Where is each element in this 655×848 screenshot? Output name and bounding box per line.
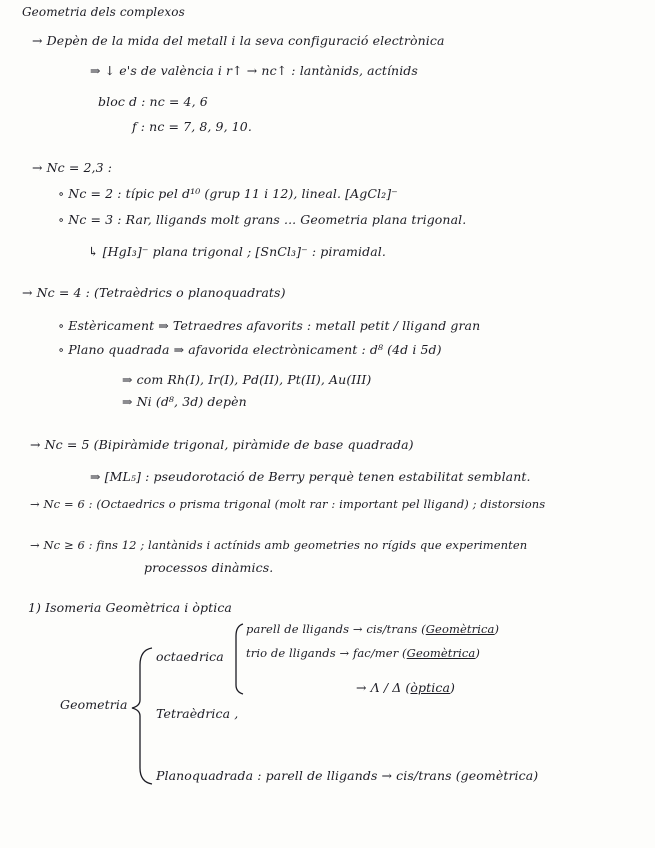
octahedral-label: octaedrica	[156, 649, 224, 664]
nc4-plano: ∘ Plano quadrada ⇒ afavorida electrònicament : d⁸ (4d i 5d)	[58, 342, 442, 357]
nc7-continuation: processos dinàmics.	[144, 560, 274, 575]
octahedral-cis-trans: parell de lligands → cis/trans (Geomètrica)	[246, 622, 500, 636]
nc3-line: ∘ Nc = 3 : Rar, lligands molt grans ... Geometria plana trigonal.	[58, 212, 467, 227]
nc5-berry: ⇒ [ML₅] : pseudorotació de Berry perquè tenen estabilitat semblant.	[90, 469, 531, 484]
octahedral-optical-type: òptica	[410, 680, 451, 695]
octahedral-optical: → Λ / Δ (òptica)	[356, 680, 456, 695]
nc4-steric: ∘ Estèricament ⇒ Tetraedres afavorits : metall petit / lligand gran	[58, 318, 481, 333]
octahedral-fac-mer-text: trio de lligands → fac/mer (	[246, 646, 407, 660]
nc4-heading: → Nc = 4 : (Tetraèdrics o planoquadrats)	[22, 285, 286, 300]
nc7-heading: → Nc ≥ 6 : fins 12 ; lantànids i actínids amb geometries no rígids que experimenten	[30, 538, 528, 552]
note-title: Geometria dels complexos	[22, 5, 185, 19]
nc3-examples: ↳ [HgI₃]⁻ plana trigonal ; [SnCl₃]⁻ : piramidal.	[88, 244, 386, 259]
octahedral-cis-trans-type: Geomètrica	[425, 622, 495, 636]
nc5-heading: → Nc = 5 (Bipiràmide trigonal, piràmide de base quadrada)	[30, 437, 414, 452]
nc2-line: ∘ Nc = 2 : típic pel d¹⁰ (grup 11 i 12), lineal. [AgCl₂]⁻	[58, 186, 398, 201]
nc23-heading: → Nc = 2,3 :	[32, 160, 113, 175]
section-heading-isomeria: 1) Isomeria Geomètrica i òptica	[28, 600, 232, 615]
geometry-outer-brace	[132, 648, 152, 784]
geometry-label: Geometria	[60, 697, 128, 712]
note-line-bloc-d: bloc d : nc = 4, 6	[98, 94, 208, 109]
tetrahedral-label: Tetraèdrica ,	[156, 706, 239, 721]
octahedral-fac-mer-type: Geomètrica	[406, 646, 476, 660]
octahedral-cis-trans-text: parell de lligands → cis/trans (	[246, 622, 426, 636]
note-line-valence: ⇒ ↓ e's de valència i r↑ → nc↑ : lantànids, actínids	[90, 63, 418, 78]
note-line-bloc-f: f : nc = 7, 8, 9, 10.	[132, 119, 252, 134]
planoquadrada-line: Planoquadrada : parell de lligands → cis/trans (geomètrica)	[156, 768, 539, 783]
octahedral-optical-text: → Λ / Δ (	[356, 680, 411, 695]
nc4-examples: ⇒ com Rh(I), Ir(I), Pd(II), Pt(II), Au(III)	[122, 372, 372, 387]
note-line-configuration: → Depèn de la mida del metall i la seva configuració electrònica	[32, 33, 445, 48]
nc6-heading: → Nc = 6 : (Octaedrics o prisma trigonal (molt rar : important pel lligand) ; distorsions	[30, 497, 546, 511]
octahedral-fac-mer: trio de lligands → fac/mer (Geomètrica)	[246, 646, 480, 660]
octahedral-inner-brace	[236, 624, 243, 694]
nc4-nickel: ⇒ Ni (d⁸, 3d) depèn	[122, 394, 247, 409]
